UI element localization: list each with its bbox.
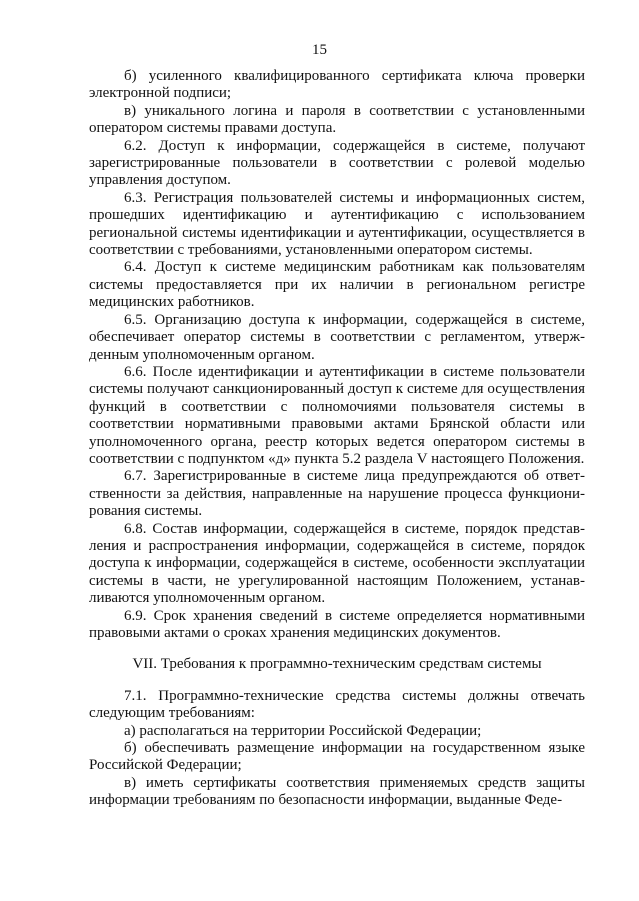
paragraph-6-3: 6.3. Регистрация пользователей системы и информационных систем, прошедших идентификацию и аутентификацию с использованием региональной системы идентификации и аутентификации, осуществляется в соответствии с требованиями, установленными оператором системы. <box>89 189 585 259</box>
section-heading-vii: VII. Требования к программно-техническим средствам системы <box>132 656 542 673</box>
paragraph-b-certificate: б) усиленного квалифицированного сертификата ключа проверки электронной подписи; <box>89 68 585 102</box>
paragraph-v-login: в) уникального логина и пароля в соответствии с установленными оператором системы правами доступа. <box>89 102 585 137</box>
paragraph-7-1: 7.1. Программно-технические средства системы должны отвечать следующим требованиям: <box>89 687 585 722</box>
paragraph-6-9: 6.9. Срок хранения сведений в системе определяется нормативными правовыми актами о сроках хранения медицинских документов. <box>89 607 585 641</box>
page-number: 15 <box>312 42 327 58</box>
paragraph-6-5: 6.5. Организацию доступа к информации, содержащейся в системе, обеспечивает оператор системы в соответствии с регламентом, утвержденным уполномоченным органом. <box>89 311 585 363</box>
paragraph-v-certificates: в) иметь сертификаты соответствия применяемых средств защиты информации требованиям по безопасности информации, выданные Феде- <box>89 774 585 809</box>
paragraph-6-4: 6.4. Доступ к системе медицинским работникам как пользователям системы предоставляется при их наличии в региональном регистре медицинских работников. <box>89 259 585 311</box>
paragraph-6-2: 6.2. Доступ к информации, содержащейся в системе, получают зарегистрированные пользователи в соответствии с ролевой моделью управления доступом. <box>89 137 585 189</box>
paragraph-b-language: б) обеспечивать размещение информации на государственном языке Российской Федерации; <box>89 740 585 774</box>
paragraph-a-territory: а) располагаться на территории Российской Федерации; <box>124 722 482 739</box>
paragraph-6-8: 6.8. Состав информации, содержащейся в системе, порядок представления и распространения информации, содержащейся в системе, порядок доступа к информации, содержащейся в системе, особенности эксплуатации системы в части, не урегулированной настоящим Положением, устанавливаются уполномоченным органом. <box>89 520 585 607</box>
document-body <box>89 68 585 810</box>
paragraph-6-6: 6.6. После идентификации и аутентификации в системе пользователи системы получают санкционированный доступ к системе для осуществления функций в соответствии с полномочиями пользователя системы в соответствии нормативными правовыми актами Брянской области или уполномоченного органа, реестр которых ведется оператором системы в соответствии с подпунктом «д» пункта 5.2 раздела V настоящего Положения. <box>89 363 585 467</box>
paragraph-6-7: 6.7. Зарегистрированные в системе лица предупреждаются об ответственности за действия, направленные на нарушение процесса функционирования системы. <box>89 468 585 520</box>
